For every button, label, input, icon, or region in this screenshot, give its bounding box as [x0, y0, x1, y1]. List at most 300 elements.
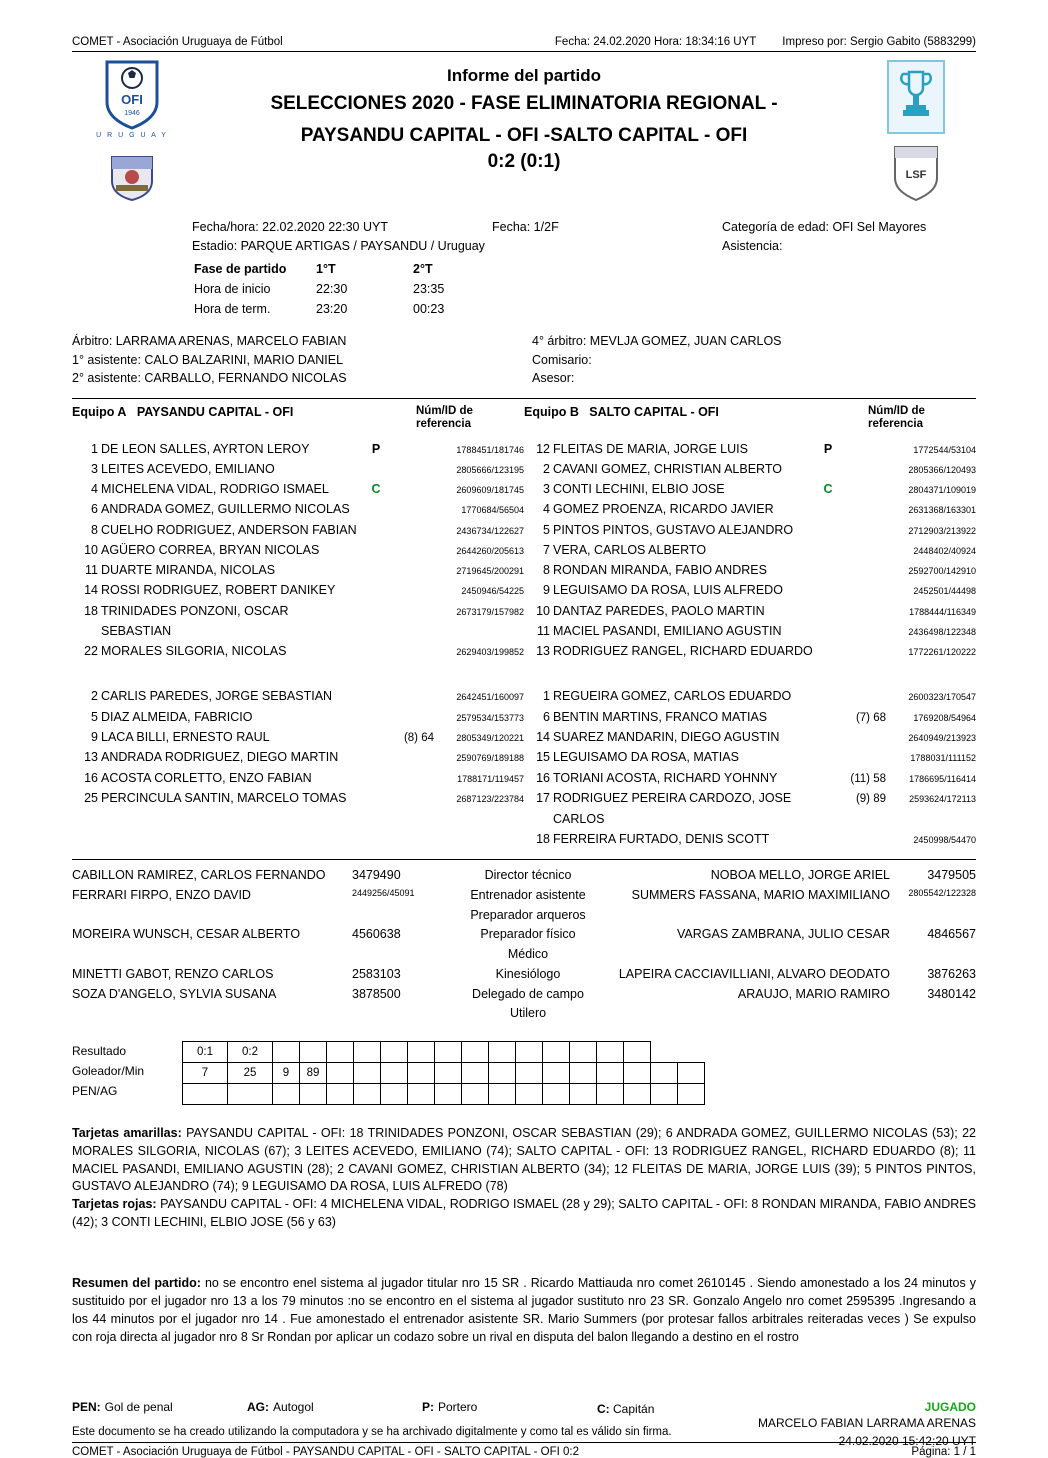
player-reference-id: 1788171/119457	[457, 773, 524, 784]
grid-cell	[408, 1042, 435, 1063]
staff-a-id: 3878500	[352, 986, 401, 1001]
player-number: 8	[543, 563, 550, 578]
player-name: REGUEIRA GOMEZ, CARLOS EDUARDO	[553, 689, 792, 704]
player-number: 13	[84, 750, 98, 765]
staff-b-id: 2805542/122328	[908, 887, 976, 898]
svg-text:1946: 1946	[124, 110, 140, 117]
player-substitution: (7) 68	[855, 711, 886, 724]
player-row	[524, 829, 976, 849]
staff-role: Director técnico	[484, 868, 572, 883]
player-name: LEGUISAMO DA ROSA, MATIAS	[553, 750, 739, 765]
player-row	[72, 768, 524, 788]
player-name: RODRIGUEZ RANGEL, RICHARD EDUARDO	[553, 644, 813, 659]
player-number: 10	[536, 603, 550, 618]
player-name: VERA, CARLOS ALBERTO	[553, 542, 707, 557]
player-row	[524, 601, 976, 621]
staff-a-id: 2583103	[352, 966, 401, 981]
player-role-flag: P	[823, 441, 833, 456]
player-reference-id: 2805349/120221	[456, 732, 524, 743]
staff-a-name: FERRARI FIRPO, ENZO DAVID	[72, 887, 251, 902]
signer-name: MARCELO FABIAN LARRAMA ARENAS	[757, 1416, 976, 1431]
player-row	[524, 580, 976, 600]
phase-col-2t: 2°T	[413, 261, 433, 276]
disclaimer: Este documento se ha creado utilizando la computadora y se ha archivado digitalmente y como tal es válido sin firma.	[72, 1426, 976, 1443]
staff-row	[72, 907, 976, 925]
player-row	[72, 641, 524, 661]
legend-ag-value: Autogol	[273, 1400, 314, 1415]
player-number: 8	[91, 522, 98, 537]
grid-cell	[462, 1063, 489, 1084]
player-row	[524, 439, 976, 459]
player-number: 3	[91, 461, 98, 476]
grid-cell	[678, 1063, 705, 1084]
grid-cell	[570, 1084, 597, 1105]
player-row	[524, 499, 976, 519]
player-row	[524, 459, 976, 479]
team-b-name: SALTO CAPITAL - OFI	[589, 405, 719, 420]
cards-block	[72, 1125, 976, 1232]
player-name: LEGUISAMO DA ROSA, LUIS ALFREDO	[553, 583, 783, 598]
grid-cell	[597, 1084, 624, 1105]
player-reference-id: 2579534/153773	[456, 712, 524, 723]
signature-datetime: 24.02.2020 15:42:20 UYT	[838, 1434, 976, 1449]
org-name: COMET - Asociación Uruguaya de Fútbol	[72, 36, 283, 48]
staff-role: Preparador arqueros	[470, 907, 586, 922]
svg-text:LSF: LSF	[905, 169, 927, 181]
grid-cell	[516, 1042, 543, 1063]
competition-title: SELECCIONES 2020 - FASE ELIMINATORIA REGIONAL -	[270, 93, 778, 114]
player-reference-id: 2609609/181745	[456, 485, 524, 496]
player-row	[524, 747, 976, 767]
player-row	[524, 707, 976, 728]
player-number: 5	[543, 522, 550, 537]
player-number: 1	[91, 441, 98, 456]
player-name: ACOSTA CORLETTO, ENZO FABIAN	[101, 770, 312, 785]
grid-cell	[381, 1042, 408, 1063]
player-number: 9	[543, 583, 550, 598]
grid-cell	[651, 1063, 678, 1084]
player-reference-id: 2593624/172113	[909, 794, 976, 805]
yellow-cards	[72, 1125, 976, 1196]
referee: Árbitro: LARRAMA ARENAS, MARCELO FABIAN	[72, 333, 347, 348]
grid-cell	[489, 1084, 516, 1105]
staff-a-name: MINETTI GABOT, RENZO CARLOS	[72, 966, 274, 981]
grid-cell	[597, 1042, 624, 1063]
grid-cell: 25	[228, 1063, 273, 1084]
phase-header: Fase de partido	[194, 261, 287, 276]
grid-row-result	[183, 1042, 705, 1063]
grid-cell	[273, 1084, 300, 1105]
grid-cell	[435, 1084, 462, 1105]
player-reference-id: 2687123/223784	[456, 793, 524, 804]
staff-role: Entrenador asistente	[470, 887, 586, 902]
player-row	[72, 747, 524, 767]
grid-cell	[408, 1084, 435, 1105]
staff-row	[72, 1005, 976, 1023]
grid-cell	[651, 1084, 678, 1105]
player-reference-id: 2448402/40924	[913, 545, 976, 556]
pen-label: PEN/AG	[72, 1084, 118, 1099]
staff-row	[72, 867, 976, 885]
grid-cell	[327, 1042, 354, 1063]
player-row	[524, 727, 976, 747]
staff-b-name: LAPEIRA CACCIAVILLIANI, ALVARO DEODATO	[618, 966, 890, 981]
player-name: LACA BILLI, ERNESTO RAUL	[101, 729, 270, 744]
player-number: 2	[543, 461, 550, 476]
player-row	[72, 686, 524, 706]
player-row	[524, 520, 976, 540]
player-row	[72, 479, 524, 499]
grid-cell	[489, 1042, 516, 1063]
divider	[72, 398, 976, 399]
red-cards	[72, 1196, 976, 1232]
player-number: 16	[84, 770, 98, 785]
player-reference-id: 2629403/199852	[456, 647, 524, 658]
player-number: 6	[543, 709, 550, 724]
grid-cell	[183, 1084, 228, 1105]
grid-cell	[354, 1063, 381, 1084]
staff-a-id: 3479490	[352, 868, 401, 883]
staff-role: Utilero	[509, 1006, 547, 1021]
print-datetime: Fecha: 24.02.2020 Hora: 18:34:16 UYT	[554, 36, 757, 48]
grid-cell: 0:1	[183, 1042, 228, 1063]
end-label: Hora de term.	[194, 301, 271, 316]
ofi-crest-icon	[103, 58, 161, 130]
legend-p-value: Portero	[438, 1400, 478, 1415]
player-reference-id: 1788031/111152	[910, 753, 976, 764]
grid-cell	[516, 1084, 543, 1105]
player-name: CAVANI GOMEZ, CHRISTIAN ALBERTO	[553, 461, 782, 476]
legend-pen-value: Gol de penal	[104, 1400, 173, 1415]
commissioner: Comisario:	[532, 352, 592, 367]
lsf-crest-icon	[890, 142, 942, 204]
staff-a-name: CABILLON RAMIREZ, CARLOS FERNANDO	[72, 868, 326, 883]
grid-cell	[354, 1042, 381, 1063]
player-number: 3	[543, 482, 550, 497]
player-name: DUARTE MIRANDA, NICOLAS	[101, 563, 276, 578]
player-row	[72, 727, 524, 748]
player-substitution: (8) 64	[403, 731, 434, 744]
grid-cell	[597, 1063, 624, 1084]
status-badge: JUGADO	[924, 1400, 976, 1415]
staff-b-id: 3480142	[927, 986, 976, 1001]
staff-row	[72, 986, 976, 1004]
player-number: 17	[536, 791, 550, 806]
player-reference-id: 2590769/189188	[456, 753, 524, 764]
player-row	[72, 580, 524, 600]
player-name: CARLIS PAREDES, JORGE SEBASTIAN	[101, 689, 333, 704]
player-name: GOMEZ PROENZA, RICARDO JAVIER	[553, 502, 774, 517]
team-a-label: Equipo A	[72, 405, 127, 420]
player-number: 16	[536, 770, 550, 785]
staff-b-id: 3479505	[927, 868, 976, 883]
player-name: TRINIDADES PONZONI, OSCAR SEBASTIAN	[101, 603, 289, 638]
player-row	[72, 788, 524, 808]
paysandu-crest-icon	[106, 151, 158, 203]
grid-cell	[462, 1042, 489, 1063]
staff-b-name: VARGAS ZAMBRANA, JULIO CESAR	[676, 927, 890, 942]
grid-cell	[570, 1063, 597, 1084]
staff-row	[72, 966, 976, 984]
staff-row	[72, 926, 976, 944]
legend-c-key: C:	[597, 1402, 610, 1417]
right-crests	[856, 58, 976, 204]
match-title: PAYSANDU CAPITAL - OFI -SALTO CAPITAL - OFI	[300, 124, 748, 146]
player-substitution: (9) 89	[855, 793, 886, 806]
grid-cell	[354, 1084, 381, 1105]
player-role-flag: P	[371, 441, 381, 456]
player-number: 7	[543, 542, 550, 557]
result-block	[72, 1041, 976, 1105]
grid-cell	[435, 1042, 462, 1063]
grid-cell	[327, 1084, 354, 1105]
player-name: FERREIRA FURTADO, DENIS SCOTT	[553, 831, 770, 846]
player-row	[524, 686, 976, 706]
player-number: 12	[536, 441, 550, 456]
player-row	[524, 560, 976, 580]
player-reference-id: 1769208/54964	[913, 712, 976, 723]
player-reference-id: 2592700/142910	[908, 566, 976, 577]
legend-pen	[72, 1400, 247, 1414]
staff-a-id: 4560638	[352, 927, 401, 942]
phase-col-1t: 1°T	[316, 261, 336, 276]
match-info	[72, 218, 976, 320]
player-name: SUAREZ MANDARIN, DIEGO AGUSTIN	[553, 730, 780, 745]
grid-cell	[408, 1063, 435, 1084]
player-substitution: (11) 58	[850, 772, 886, 785]
report-header	[72, 58, 976, 204]
player-reference-id: 2631368/163301	[908, 505, 976, 516]
player-number: 15	[536, 750, 550, 765]
player-name: RODRIGUEZ PEREIRA CARDOZO, JOSE CARLOS	[553, 791, 792, 826]
player-name: FLEITAS DE MARIA, JORGE LUIS	[553, 441, 748, 456]
player-reference-id: 1788444/116349	[909, 606, 976, 617]
result-grid	[182, 1041, 705, 1105]
player-name: LEITES ACEVEDO, EMILIANO	[101, 461, 275, 476]
staff-row	[72, 946, 976, 964]
player-name: ANDRADA RODRIGUEZ, DIEGO MARTIN	[101, 750, 339, 765]
player-row	[72, 459, 524, 479]
staff-b-name: SUMMERS FASSANA, MARIO MAXIMILIANO	[631, 887, 890, 902]
player-reference-id: 2450946/54225	[461, 586, 524, 597]
summary-text: no se encontro enel sistema al jugador titular nro 15 SR . Ricardo Mattiauda nro comet 2610145 . Siendo amonestado a los 24 minutos y sustituido por el jugador nro 13 a los 79 minutos :no se encontro en el sistema al jugador sustituto nro 23 SR. Gonzalo Angelo nro comet 2595395 .Ingresando a los 44 minutos por el jugador nro 14 . Fue amonestado el entrenador asistente SR. Mario Summers (por protesar fallos arbitrales reiteradas veces ) Se expulso con roja directa al jugador nro 8 Sr Rondan por aplicar un codazo sobre un rival en disputa del balon llegando a destino en el rostro	[72, 1275, 977, 1344]
legend-pen-key: PEN:	[72, 1400, 101, 1415]
player-number: 9	[91, 729, 98, 744]
player-row	[524, 641, 976, 661]
player-number: 14	[84, 583, 98, 598]
staff-a-id: 2449256/45091	[352, 887, 415, 898]
assistant-2: 2° asistente: CARBALLO, FERNANDO NICOLAS	[72, 371, 347, 386]
player-name: MORALES SILGORIA, NICOLAS	[101, 644, 287, 659]
grid-cell	[543, 1042, 570, 1063]
player-reference-id: 2436498/122348	[908, 626, 976, 637]
legend-p	[422, 1400, 597, 1414]
grid-cell	[570, 1042, 597, 1063]
team-a	[72, 405, 524, 849]
player-reference-id: 2673179/157982	[456, 606, 524, 617]
end-1t: 23:20	[316, 301, 348, 316]
officials-block	[72, 332, 976, 388]
player-name: CONTI LECHINI, ELBIO JOSE	[553, 482, 725, 497]
player-role-flag: C	[823, 482, 833, 497]
title-block	[192, 58, 856, 173]
player-reference-id: 1788451/181746	[456, 444, 524, 455]
start-2t: 23:35	[413, 281, 445, 296]
yellow-cards-text: PAYSANDU CAPITAL - OFI: 18 TRINIDADES PONZONI, OSCAR SEBASTIAN (29); 6 ANDRADA GOMEZ, GUILLERMO NICOLAS (53); 22 MORALES SILGORIA, NICOLAS (67); 3 LEITES ACEVEDO, EMILIANO (74); SALTO CAPITAL - OFI: 13 RODRIGUEZ RANGEL, RICHARD EDUARDO (8); 11 MACIEL PASANDI, EMILIANO AGUSTIN (28); 2 CAVANI GOMEZ, CHRISTIAN ALBERTO (34); 12 FLEITAS DE MARIA, JORGE LUIS (39); 5 PINTOS PINTOS, GUSTAVO ALEJANDRO (74); 9 LEGUISAMO DA ROSA, LUIS ALFREDO (78)	[72, 1126, 976, 1194]
player-row	[72, 439, 524, 459]
grid-row-pen	[183, 1084, 705, 1105]
left-crests	[72, 58, 192, 203]
player-number: 4	[543, 502, 550, 517]
player-row	[524, 540, 976, 560]
player-number: 22	[84, 644, 98, 659]
result-label: Resultado	[72, 1044, 127, 1059]
player-reference-id: 2712903/213922	[908, 525, 976, 536]
grid-cell	[543, 1084, 570, 1105]
staff-role: Preparador físico	[480, 927, 576, 942]
player-reference-id: 1772544/53104	[913, 444, 976, 455]
team-b-substitutes	[524, 686, 976, 849]
player-name: DIAZ ALMEIDA, FABRICIO	[101, 709, 253, 724]
phase-table	[192, 258, 525, 320]
player-name: AGÜERO CORREA, BRYAN NICOLAS	[101, 542, 320, 557]
fourth-official: 4° árbitro: MEVLJA GOMEZ, JUAN CARLOS	[532, 333, 782, 348]
player-row	[72, 707, 524, 727]
match-report-page	[0, 36, 1048, 1458]
grid-cell: 7	[183, 1063, 228, 1084]
player-reference-id: 1770684/56504	[461, 505, 524, 516]
player-name: ANDRADA GOMEZ, GUILLERMO NICOLAS	[101, 502, 350, 517]
start-label: Hora de inicio	[194, 281, 271, 296]
grid-cell: 0:2	[228, 1042, 273, 1063]
staff-b-name: NOBOA MELLO, JORGE ARIEL	[710, 868, 890, 883]
staff-role: Delegado de campo	[472, 986, 584, 1001]
team-a-substitutes	[72, 686, 524, 808]
grid-cell	[300, 1042, 327, 1063]
svg-text:OFI: OFI	[121, 92, 143, 107]
report-title: Informe del partido	[447, 66, 601, 85]
player-reference-id: 2805366/120493	[908, 464, 976, 475]
match-category: Categoría de edad: OFI Sel Mayores	[722, 220, 927, 234]
staff-b-name: ARAUJO, MARIO RAMIRO	[737, 986, 890, 1001]
match-round: Fecha: 1/2F	[492, 220, 559, 234]
player-number: 2	[91, 689, 98, 704]
player-number: 4	[91, 482, 98, 497]
match-attendance: Asistencia:	[722, 238, 783, 253]
team-b-label: Equipo B	[524, 405, 579, 420]
grid-cell	[327, 1063, 354, 1084]
grid-cell	[300, 1084, 327, 1105]
red-cards-text: PAYSANDU CAPITAL - OFI: 4 MICHELENA VIDAL, RODRIGO ISMAEL (28 y 29); SALTO CAPITAL - OFI: 8 RONDAN MIRANDA, FABIO ANDRES (42); 3 CONTI LECHINI, ELBIO JOSE (56 y 63)	[72, 1197, 976, 1229]
player-name: PERCINCULA SANTIN, MARCELO TOMAS	[101, 790, 347, 805]
player-row	[524, 768, 976, 789]
player-name: ROSSI RODRIGUEZ, ROBERT DANIKEY	[101, 583, 336, 598]
player-row	[524, 788, 976, 829]
player-number: 6	[91, 502, 98, 517]
scorer-label: Goleador/Min	[72, 1064, 145, 1079]
player-reference-id: 2600323/170547	[908, 692, 976, 703]
player-row	[524, 479, 976, 499]
player-name: PINTOS PINTOS, GUSTAVO ALEJANDRO	[553, 522, 794, 537]
player-row	[72, 601, 524, 642]
legend-c-value: Capitán	[613, 1402, 655, 1417]
team-b-starters	[524, 439, 976, 662]
trophy-icon	[885, 58, 947, 136]
staff-b-id: 4846567	[927, 927, 976, 942]
player-reference-id: 2804371/109019	[908, 485, 976, 496]
player-reference-id: 2450998/54470	[913, 834, 976, 845]
staff-a-name: MOREIRA WUNSCH, CESAR ALBERTO	[72, 927, 301, 942]
player-reference-id: 2642451/160097	[456, 692, 524, 703]
grid-cell: 89	[300, 1063, 327, 1084]
player-row	[72, 499, 524, 519]
player-number: 25	[84, 790, 98, 805]
grid-cell	[381, 1084, 408, 1105]
start-1t: 22:30	[316, 281, 348, 296]
assistant-1: 1° asistente: CALO BALZARINI, MARIO DANIEL	[72, 352, 344, 367]
teams-block	[72, 405, 976, 849]
player-name: TORIANI ACOSTA, RICHARD YOHNNY	[553, 770, 778, 785]
player-number: 5	[91, 709, 98, 724]
header-bar	[72, 36, 976, 52]
legend-ag-key: AG:	[247, 1400, 269, 1415]
printed-by: Impreso por: Sergio Gabito (5883299)	[782, 36, 976, 48]
player-number: 10	[84, 542, 98, 557]
grid-cell	[228, 1084, 273, 1105]
player-reference-id: 2644260/205613	[456, 545, 524, 556]
player-name: MICHELENA VIDAL, RODRIGO ISMAEL	[101, 482, 329, 497]
grid-cell	[516, 1063, 543, 1084]
player-number: 1	[543, 689, 550, 704]
player-row	[72, 520, 524, 540]
legend-p-key: P:	[422, 1400, 434, 1415]
team-a-ref-header: Núm/ID de referencia	[416, 405, 473, 431]
player-name: DANTAZ PAREDES, PAOLO MARTIN	[553, 603, 765, 618]
match-score: 0:2 (0:1)	[487, 151, 561, 173]
staff-b-id: 3876263	[927, 966, 976, 981]
grid-cell	[381, 1063, 408, 1084]
staff-role: Médico	[507, 947, 549, 962]
staff-a-name: SOZA D'ANGELO, SYLVIA SUSANA	[72, 986, 277, 1001]
player-name: RONDAN MIRANDA, FABIO ANDRES	[553, 563, 767, 578]
player-number: 18	[536, 831, 550, 846]
grid-cell	[624, 1084, 651, 1105]
player-reference-id: 1786695/116414	[909, 773, 976, 784]
yellow-cards-label: Tarjetas amarillas:	[72, 1126, 182, 1141]
match-summary	[72, 1274, 976, 1347]
grid-row-scorer	[183, 1063, 705, 1084]
staff-role: Kinesiólogo	[495, 966, 561, 981]
footer-left: COMET - Asociación Uruguaya de Fútbol - PAYSANDU CAPITAL - OFI - SALTO CAPITAL - OFI 0:2	[72, 1446, 580, 1458]
player-row	[524, 621, 976, 641]
grid-cell	[678, 1084, 705, 1105]
grid-cell	[273, 1042, 300, 1063]
player-reference-id: 2452501/44498	[913, 586, 976, 597]
player-row	[72, 540, 524, 560]
player-name: BENTIN MARTINS, FRANCO MATIAS	[553, 709, 768, 724]
player-number: 18	[84, 603, 98, 618]
match-datetime: Fecha/hora: 22.02.2020 22:30 UYT	[192, 220, 388, 234]
staff-block	[72, 859, 976, 1023]
grid-cell	[624, 1042, 651, 1063]
team-a-name: PAYSANDU CAPITAL - OFI	[136, 405, 294, 420]
player-number: 11	[537, 623, 550, 638]
player-reference-id: 2640949/213923	[908, 733, 976, 744]
grid-cell	[624, 1063, 651, 1084]
player-name: MACIEL PASANDI, EMILIANO AGUSTIN	[553, 623, 782, 638]
player-name: CUELHO RODRIGUEZ, ANDERSON FABIAN	[101, 522, 357, 537]
player-reference-id: 2436734/122627	[456, 525, 524, 536]
